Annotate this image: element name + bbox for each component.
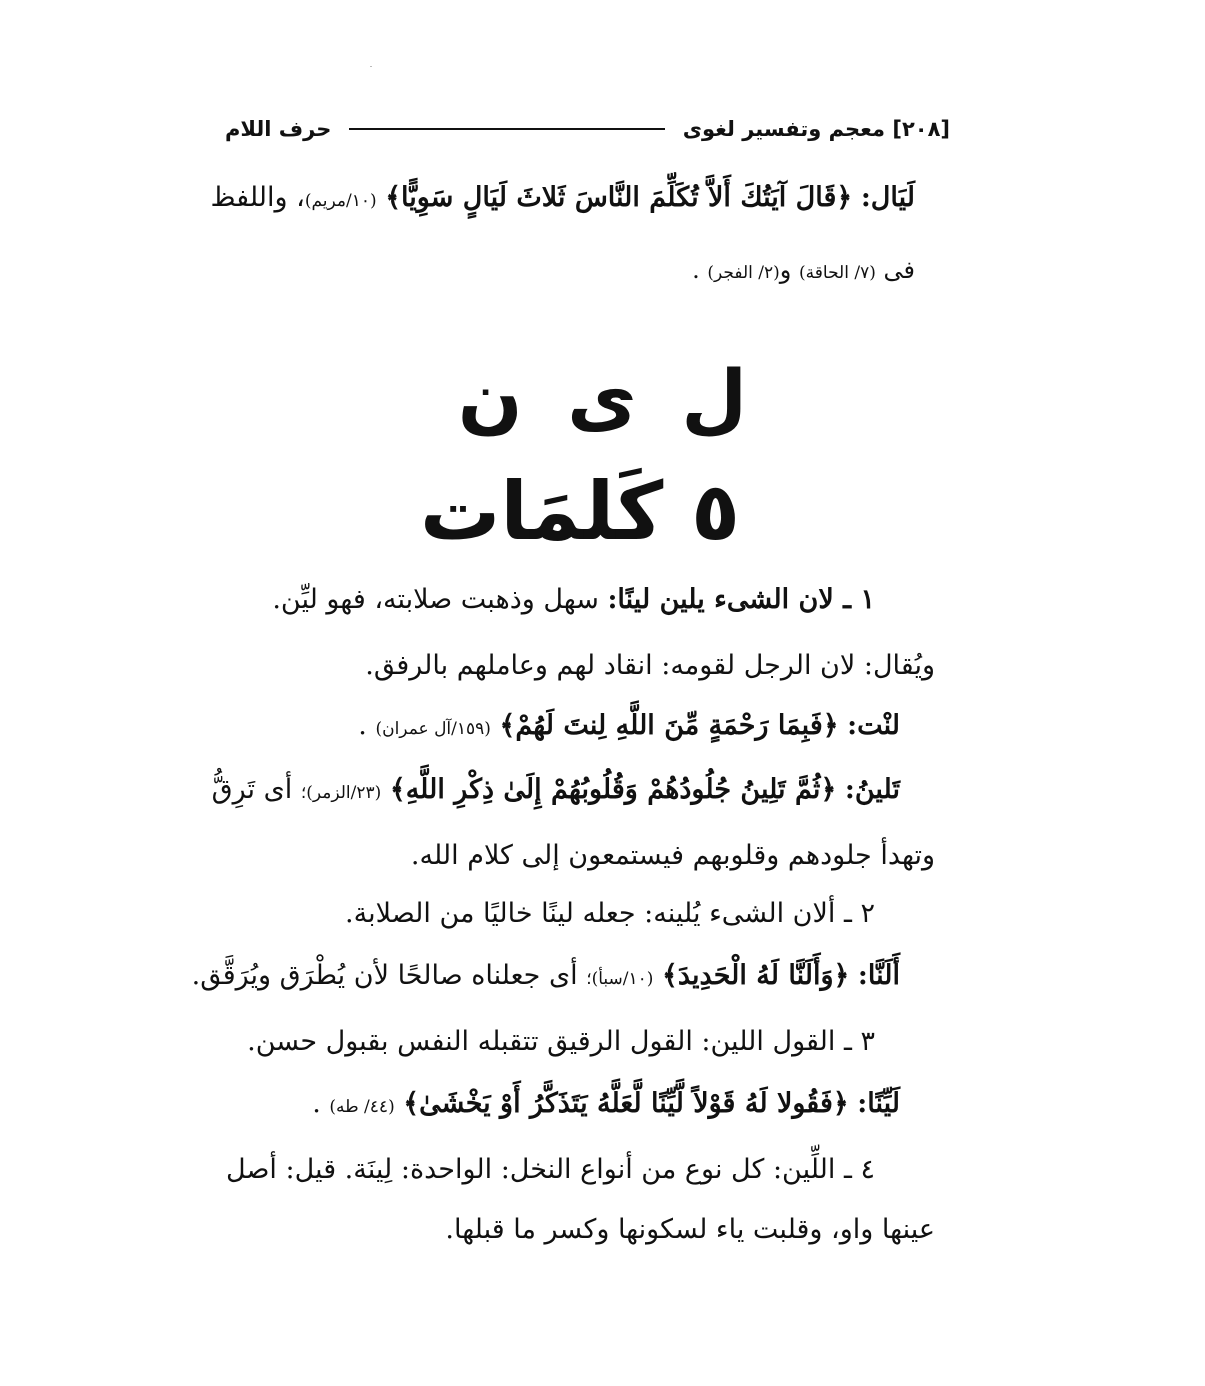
entry-head: ١ ـ لان الشىء يلين لينًا: <box>607 584 875 615</box>
running-header <box>225 112 950 146</box>
quran-verse: ﴿قَالَ آيَتُكَ أَلاَّ تُكَلِّمَ النَّاسَ ثَلاثَ لَيَالٍ سَوِيًّا﴾ <box>385 182 853 213</box>
verse-reference: (٢/ الفجر) <box>707 263 780 283</box>
quran-verse: ﴿ثُمَّ تَلِينُ جُلُودُهُمْ وَقُلُوبُهُمْ إِلَىٰ ذِكْرِ اللَّهِ﴾ <box>389 774 837 805</box>
entry-word: تَلينُ: <box>844 774 900 805</box>
quran-verse: ﴿فَبِمَا رَحْمَةٍ مِّنَ اللَّهِ لِنتَ لَهُمْ﴾ <box>499 710 839 741</box>
verse-reference: (١٠/مريم) <box>304 191 377 211</box>
entry1-line1 <box>272 580 875 620</box>
text-run: فى <box>883 256 915 284</box>
entry4-line1: ٤ ـ اللِّين: كل نوع من أنواع النخل: الواحدة: لِينَة. قيل: أصل <box>226 1154 875 1185</box>
text-run: . <box>358 710 367 741</box>
entry1-line2: ويُقال: لان الرجل لقومه: انقاد لهم وعاملهم بالرفق. <box>365 650 935 681</box>
text-run: سهل وذهبت صلابته، فهو ليِّن. <box>272 584 599 615</box>
entry1-line4 <box>212 770 900 813</box>
entry3-line2 <box>312 1084 900 1127</box>
text-run: ، واللفظ <box>210 182 305 213</box>
section-title: حرف اللام <box>225 117 332 141</box>
entry4-line2: عينها واو، وقلبت ياء لسكونها وكسر ما قبلها. <box>445 1214 935 1245</box>
text-run: أى تَرِقُّ <box>211 774 293 805</box>
text-run: و <box>779 256 792 284</box>
entry1-line5: وتهدأ جلودهم وقلوبهم فيستمعون إلى كلام الله. <box>410 840 935 871</box>
text-run: أى جعلناه صالحًا لأن يُطْرَق ويُرَقَّق. <box>191 960 578 991</box>
entry-word: لَيَال: <box>860 182 915 213</box>
verse-reference: (٢٣/الزمر)؛ <box>300 783 382 803</box>
verse-reference: (١٥٩/آل عمران) <box>375 719 491 739</box>
page-number-title: [٢٠٨] معجم وتفسير لغوى <box>682 117 950 141</box>
top-entry-line2 <box>692 250 915 293</box>
verse-reference: (٧/ الحاقة) <box>799 263 876 283</box>
verse-reference: (١٠/سبأ)؛ <box>586 969 654 989</box>
root-letters: ل ى ن <box>457 353 748 442</box>
scan-speck <box>370 66 372 67</box>
text-run: . <box>692 256 700 284</box>
entry-word: لنْت: <box>847 710 900 741</box>
top-entry-line1 <box>211 178 915 221</box>
header-rule <box>349 128 664 130</box>
entry2-line2 <box>192 956 900 999</box>
entry1-line3 <box>358 706 900 749</box>
word-count: ٥ كَلمَات <box>420 465 740 558</box>
entry2-line1: ٢ ـ ألان الشىء يُلينه: جعله لينًا خاليًا من الصلابة. <box>345 898 875 929</box>
quran-verse: ﴿فَقُولا لَهُ قَوْلاً لَّيِّنًا لَّعَلَّهُ يَتَذَكَّرُ أَوْ يَخْشَىٰ﴾ <box>403 1088 849 1119</box>
entry-word: أَلَنَّا: <box>857 960 900 991</box>
verse-reference: (٤٤/ طه) <box>329 1097 395 1117</box>
entry3-line1: ٣ ـ القول اللين: القول الرقيق تتقبله النفس بقبول حسن. <box>247 1026 875 1057</box>
quran-verse: ﴿وَأَلَنَّا لَهُ الْحَدِيدَ﴾ <box>662 960 850 991</box>
text-run: . <box>312 1088 321 1119</box>
entry-word: لَيِّنًا: <box>857 1088 900 1119</box>
